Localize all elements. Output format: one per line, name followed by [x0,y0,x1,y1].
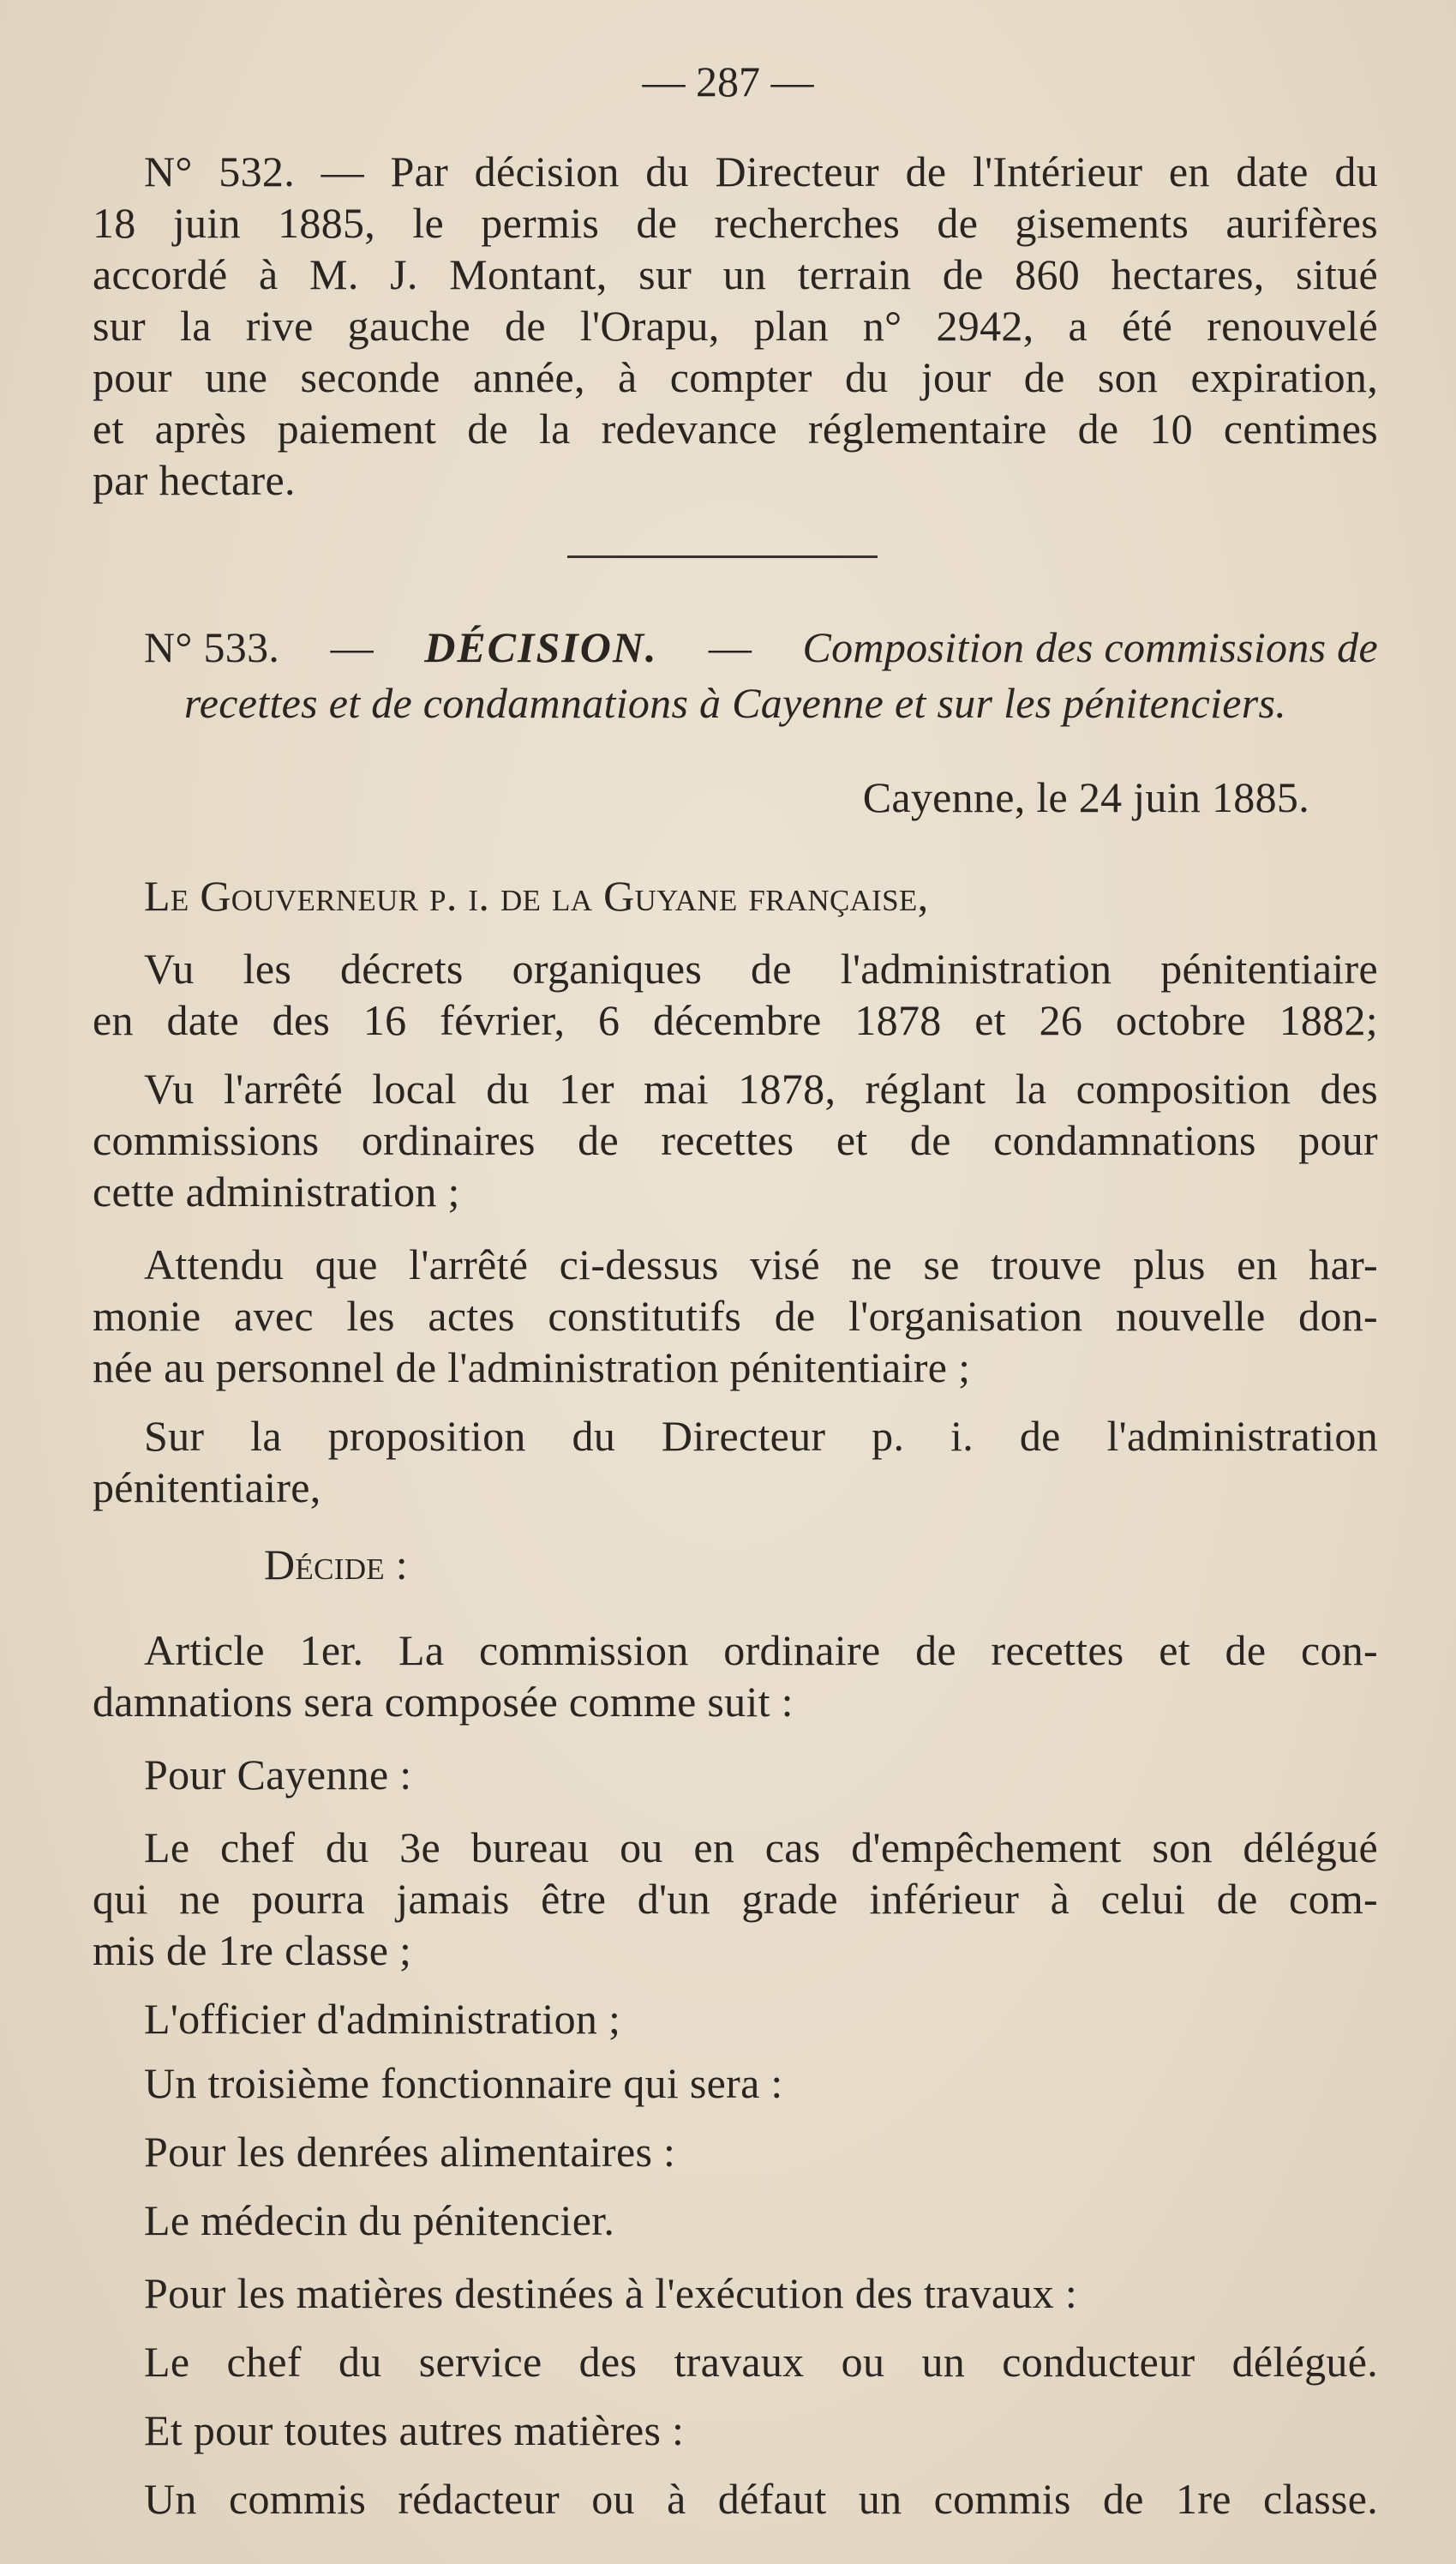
article-line: Le médecin du pénitencier. [144,2196,615,2244]
article-line: damnations sera composée comme suit : [93,1678,794,1726]
entry-533-dash: — [330,623,374,671]
entry-533-title-line2: recettes et de condamnations à Cayenne et sur les pénitenciers. [183,679,1287,727]
article-line: Le chef du 3e bureau ou en cas d'empêchement son délégué [144,1823,1378,1871]
article-line: Et pour toutes autres matières : [144,2406,685,2454]
considerant-line: Sur la proposition du Directeur p. i. de l'administration [144,1412,1378,1460]
entry-533-dash: — [708,623,752,671]
entry-532-line: sur la rive gauche de l'Orapu, plan n° 2942, a été renouvelé [93,302,1378,350]
considerant-line: commissions ordinaires de recettes et de condamnations pour [93,1116,1378,1164]
considerant-line: Vu les décrets organiques de l'administration pénitentiaire [144,945,1378,993]
considerant-line: monie avec les actes constitutifs de l'organisation nouvelle don- [93,1292,1378,1340]
entry-532-line: par hectare. [93,456,296,504]
article-line: Pour les denrées alimentaires : [144,2128,676,2176]
considerant-line: en date des 16 février, 6 décembre 1878 et 26 octobre 1882; [93,996,1378,1044]
entry-532-line: 18 juin 1885, le permis de recherches de gisements aurifères [93,199,1378,247]
entry-532-line: N° 532. — Par décision du Directeur de l'Intérieur en date du [144,147,1378,195]
considerant-line: cette administration ; [93,1168,460,1216]
decide-heading: Décide : [264,1540,408,1588]
separator-rule [567,555,878,558]
entry-533-type: DÉCISION. [424,623,658,671]
entry-533-number: N° 533. [144,623,280,671]
page-number: — 287 — [642,57,814,105]
article-line: Pour Cayenne : [144,1750,412,1798]
considerant-line: pénitentiaire, [93,1463,321,1511]
place-date: Cayenne, le 24 juin 1885. [862,773,1309,821]
article-line: qui ne pourra jamais être d'un grade inférieur à celui de com- [93,1875,1378,1923]
entry-532-line: accordé à M. J. Montant, sur un terrain de 860 hectares, situé [93,250,1378,298]
article-line: mis de 1re classe ; [93,1926,412,1974]
considerant-line: née au personnel de l'administration pénitentiaire ; [93,1343,971,1391]
article-line: Article 1er. La commission ordinaire de recettes et de con- [144,1626,1378,1674]
entry-533-title-line1 [144,621,1378,673]
entry-532-line: pour une seconde année, à compter du jour de son expiration, [93,353,1378,401]
entry-533-title: Composition des commissions de [802,623,1378,671]
article-line: L'officier d'administration ; [144,1995,621,2043]
considerant-line: Vu l'arrêté local du 1er mai 1878, réglant la composition des [144,1065,1378,1113]
article-line: Un troisième fonctionnaire qui sera : [144,2059,783,2107]
article-line: Le chef du service des travaux ou un conducteur délégué. [144,2338,1378,2386]
considerant-line: Attendu que l'arrêté ci-dessus visé ne se trouve plus en har- [144,1240,1378,1288]
governor-line: Le Gouverneur p. i. de la Guyane française, [144,872,929,920]
entry-532-line: et après paiement de la redevance réglementaire de 10 centimes [93,405,1378,453]
article-line: Un commis rédacteur ou à défaut un commis de 1re classe. [144,2475,1378,2523]
article-line: Pour les matières destinées à l'exécution des travaux : [144,2269,1078,2317]
